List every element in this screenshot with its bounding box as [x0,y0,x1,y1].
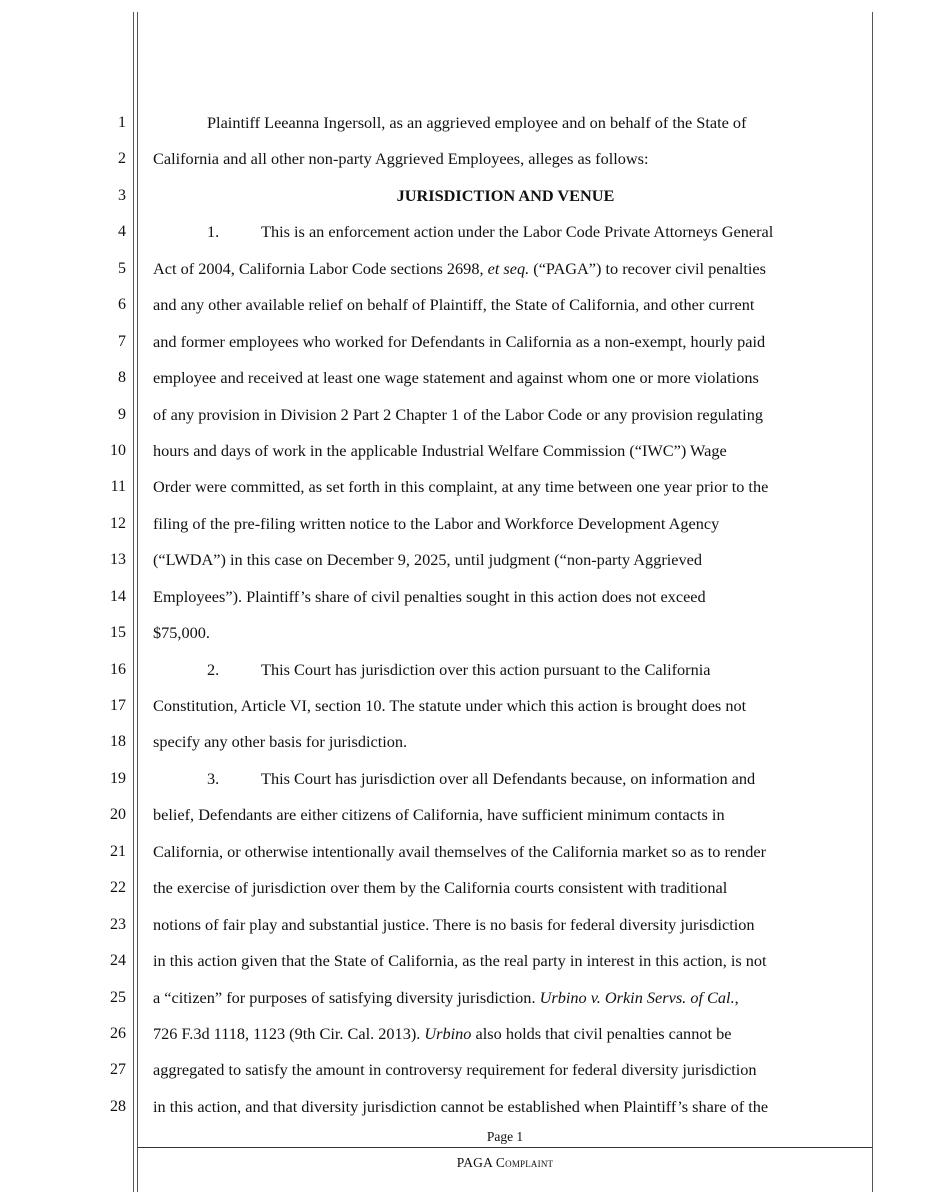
paragraph-1-line: filing of the pre-filing written notice to the Labor and Workforce Development Agency [153,513,720,533]
line-number: 4 [118,223,126,241]
paragraph-number: 1. [207,222,220,242]
line-number: 26 [110,1024,126,1042]
line-number: 13 [110,551,126,569]
line-number: 25 [110,988,126,1006]
line-number: 19 [110,769,126,787]
paragraph-1-line: 1. This is an enforcement action under the Labor Code Private Attorneys General [153,214,858,250]
line-number: 5 [118,259,126,277]
intro-line: California and all other non-party Aggrieved Employees, alleges as follows: [153,149,649,169]
line-number: 27 [110,1061,126,1079]
paragraph-3-line: in this action given that the State of California, as the real party in interest in this action, is not [153,951,767,971]
paragraph-1-line: hours and days of work in the applicable Industrial Welfare Commission (“IWC”) Wage [153,440,727,460]
line-number: 7 [118,332,126,350]
paragraph-3-line: 3. This Court has jurisdiction over all Defendants because, on information and [153,761,858,797]
paragraph-1-line: Order were committed, as set forth in this complaint, at any time between one year prior to the [153,477,769,497]
paragraph-1-line: of any provision in Division 2 Part 2 Chapter 1 of the Labor Code or any provision regulating [153,404,763,424]
line-number: 1 [118,114,126,131]
paragraph-1-line: and former employees who worked for Defendants in California as a non-exempt, hourly paid [153,331,766,351]
paragraph-3-line: in this action, and that diversity jurisdiction cannot be established when Plaintiff’s share of the [153,1096,769,1116]
line-number: 10 [110,441,126,459]
line-number: 6 [118,296,126,314]
line-number: 17 [110,697,126,714]
paragraph-number: 3. [207,768,220,788]
document-title-footer: PAGA Complaint [456,1155,554,1170]
line-number: 22 [110,879,126,897]
paragraph-3-line: belief, Defendants are either citizens of California, have sufficient minimum contacts in [153,805,725,825]
case-citation-italic: Urbino v. Orkin Servs. of Cal. [539,987,735,1007]
line-number: 28 [110,1097,126,1115]
line-number: 3 [118,186,126,204]
line-number: 23 [110,915,126,933]
paragraph-3-line: 726 F.3d 1118, 1123 (9th Cir. Cal. 2013). Urbino also holds that civil penalties cannot be [153,1023,732,1043]
left-margin-rule-inner [137,12,138,1192]
line-number: 2 [118,150,126,168]
line-number: 8 [118,369,126,387]
paragraph-3-line: a “citizen” for purposes of satisfying diversity jurisdiction. Urbino v. Orkin Servs. of Cal., [153,987,739,1007]
paragraph-3-line: California, or otherwise intentionally avail themselves of the California market so as to render [153,841,767,861]
paragraph-1-line: employee and received at least one wage statement and against whom one or more violations [153,368,759,388]
line-number: 15 [110,624,126,642]
line-number: 9 [118,405,126,423]
citation-italic: et seq. [487,258,530,278]
case-name-italic: Urbino [424,1023,472,1043]
line-number: 18 [110,733,126,751]
line-number: 21 [110,842,126,860]
paragraph-2-line: Constitution, Article VI, section 10. The statute under which this action is brought does not [153,696,747,715]
paragraph-3-line: aggregated to satisfy the amount in controversy requirement for federal diversity jurisdiction [153,1060,757,1080]
paragraph-1-line: and any other available relief on behalf of Plaintiff, the State of California, and other current [153,295,755,315]
paragraph-1-line: $75,000. [153,623,210,643]
line-number: 20 [110,806,126,824]
line-numbers [96,105,126,1125]
document-body [153,105,858,1125]
paragraph-2-line: 2. This Court has jurisdiction over this action pursuant to the California [153,652,858,688]
footer-divider [138,1147,872,1148]
line-number: 14 [110,587,126,605]
line-number: 12 [110,514,126,532]
paragraph-number: 2. [207,659,220,679]
paragraph-3-line: the exercise of jurisdiction over them by the California courts consistent with traditional [153,878,728,898]
section-heading: JURISDICTION AND VENUE [396,185,615,205]
line-number: 11 [110,478,126,496]
paragraph-2-line: specify any other basis for jurisdiction. [153,732,408,752]
line-number: 24 [110,952,126,970]
paragraph-1-line: (“LWDA”) in this case on December 9, 2025, until judgment (“non-party Aggrieved [153,550,703,570]
paragraph-1-line: Employees”). Plaintiff’s share of civil penalties sought in this action does not exceed [153,586,706,606]
paragraph-3-line: notions of fair play and substantial justice. There is no basis for federal diversity jurisdiction [153,914,755,934]
left-margin-rule-outer [133,12,134,1192]
intro-line: Plaintiff Leeanna Ingersoll, as an aggrieved employee and on behalf of the State of [207,113,747,132]
line-number: 16 [110,660,126,678]
right-margin-rule [872,12,873,1192]
page-number: Page 1 [486,1129,524,1144]
paragraph-1-line: Act of 2004, California Labor Code sections 2698, et seq. (“PAGA”) to recover civil penalties [153,258,766,278]
